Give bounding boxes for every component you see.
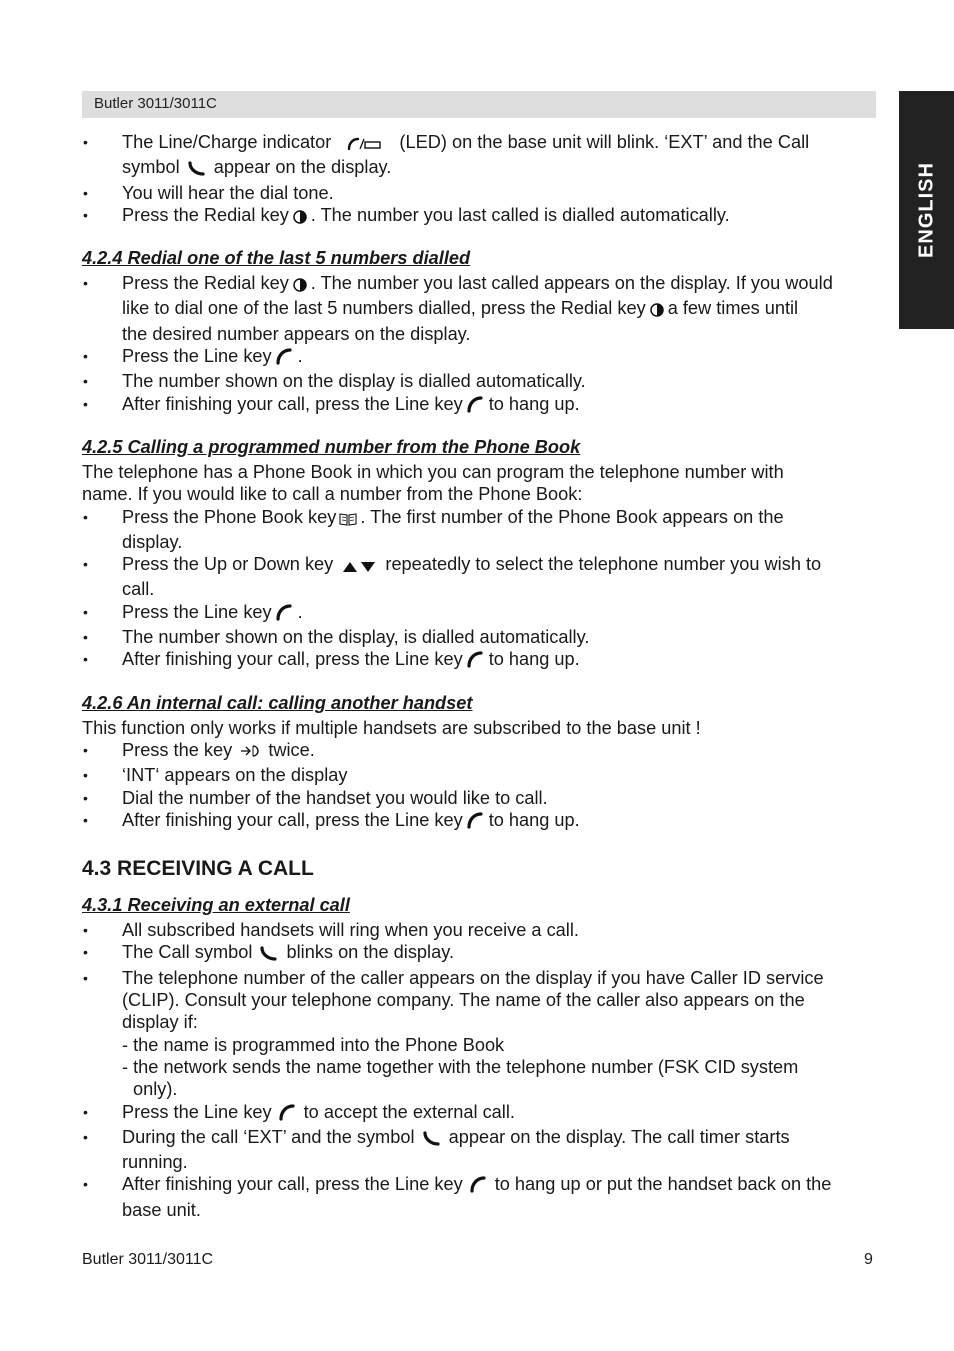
section-heading-4-2-6: 4.2.6 An internal call: calling another handset [82,692,473,713]
paragraph: This function only works if multiple handsets are subscribed to the base unit ! [82,717,701,738]
call-symbol-icon [423,1129,441,1151]
line-key-icon [466,811,486,834]
page-content [82,131,876,1221]
sub-item: only). [133,1079,178,1100]
line-key-icon [275,603,295,626]
up-arrow-icon [342,556,358,578]
section-heading-4-3: 4.3 RECEIVING A CALL [82,857,314,881]
language-tab-label: ENGLISH [915,162,937,258]
list-item: • Press the Line key to accept the external call. [82,1101,876,1126]
list-item: • The Line/Charge indicator (LED) on the base unit will blink. ‘EXT’ and the Call symbol appear on the display. [82,131,876,182]
redial-key-icon [649,300,665,322]
list-item: • ‘INT‘ appears on the display [82,764,876,786]
list-item: • Press the Up or Down key repeatedly to select the telephone number you wish to call. [82,553,876,601]
down-arrow-icon [360,556,376,578]
header-model: Butler 3011/3011C [94,95,217,112]
list-item: • The number shown on the display is dialled automatically. [82,370,876,392]
line-charge-indicator-icon [346,134,384,156]
line-key-icon [466,650,486,673]
sub-item: - the network sends the name together with the telephone number (FSK CID system [122,1056,799,1077]
redial-key-icon [292,207,308,229]
call-symbol-icon [188,159,206,181]
line-key-icon [466,395,486,418]
list-item: • After finishing your call, press the Line key to hang up or put the handset back on the base unit. [82,1173,876,1221]
header-bar [82,91,876,118]
redial-key-icon [292,275,308,297]
line-key-icon [278,1103,298,1126]
section-heading-4-2-4: 4.2.4 Redial one of the last 5 numbers dialled [82,248,471,269]
footer-model: Butler 3011/3011C [82,1251,214,1268]
section-heading-4-2-5: 4.2.5 Calling a programmed number from the Phone Book [82,436,581,457]
list-item: • Press the Line key . [82,601,876,626]
list-item: • After finishing your call, press the Line key to hang up. [82,393,876,418]
page-number: 9 [864,1251,873,1268]
language-tab [899,91,954,329]
list-item: • Press the Redial key . The number you last called appears on the display. If you would like to dial one of the last 5 numbers dialled, press the Redial key a few times until the desired number appears on the display. [82,272,876,345]
list-item: • Dial the number of the handset you would like to call. [82,787,876,809]
list-item: • After finishing your call, press the Line key to hang up. [82,809,876,834]
list-item: • Press the key twice. [82,739,876,764]
line-key-icon [275,347,295,370]
internal-call-key-icon [240,742,260,764]
list-item: • Press the Phone Book key . The first number of the Phone Book appears on the display. [82,506,876,554]
list-item: • Press the Line key . [82,345,876,370]
paragraph: The telephone has a Phone Book in which you can program the telephone number with name. If you would like to call a number from the Phone Book: [82,461,784,505]
section-heading-4-3-1: 4.3.1 Receiving an external call [82,895,350,916]
list-item: • The number shown on the display, is dialled automatically. [82,626,876,648]
list-item: • During the call ‘EXT’ and the symbol appear on the display. The call timer starts running. [82,1126,876,1174]
sub-item: - the name is programmed into the Phone Book [122,1034,505,1055]
list-item: • After finishing your call, press the Line key to hang up. [82,648,876,673]
list-item: • Press the Redial key . The number you last called is dialled automatically. [82,204,876,229]
phone-book-icon [339,509,357,531]
call-symbol-icon [260,944,278,966]
list-item: • All subscribed handsets will ring when you receive a call. [82,919,876,941]
line-key-icon [469,1175,489,1198]
list-item: • The Call symbol blinks on the display. [82,941,876,966]
list-item: • The telephone number of the caller appears on the display if you have Caller ID service (CLIP). Consult your telephone company. The name of the caller also appears on the display if: [82,967,876,1034]
list-item: • You will hear the dial tone. [82,182,876,204]
